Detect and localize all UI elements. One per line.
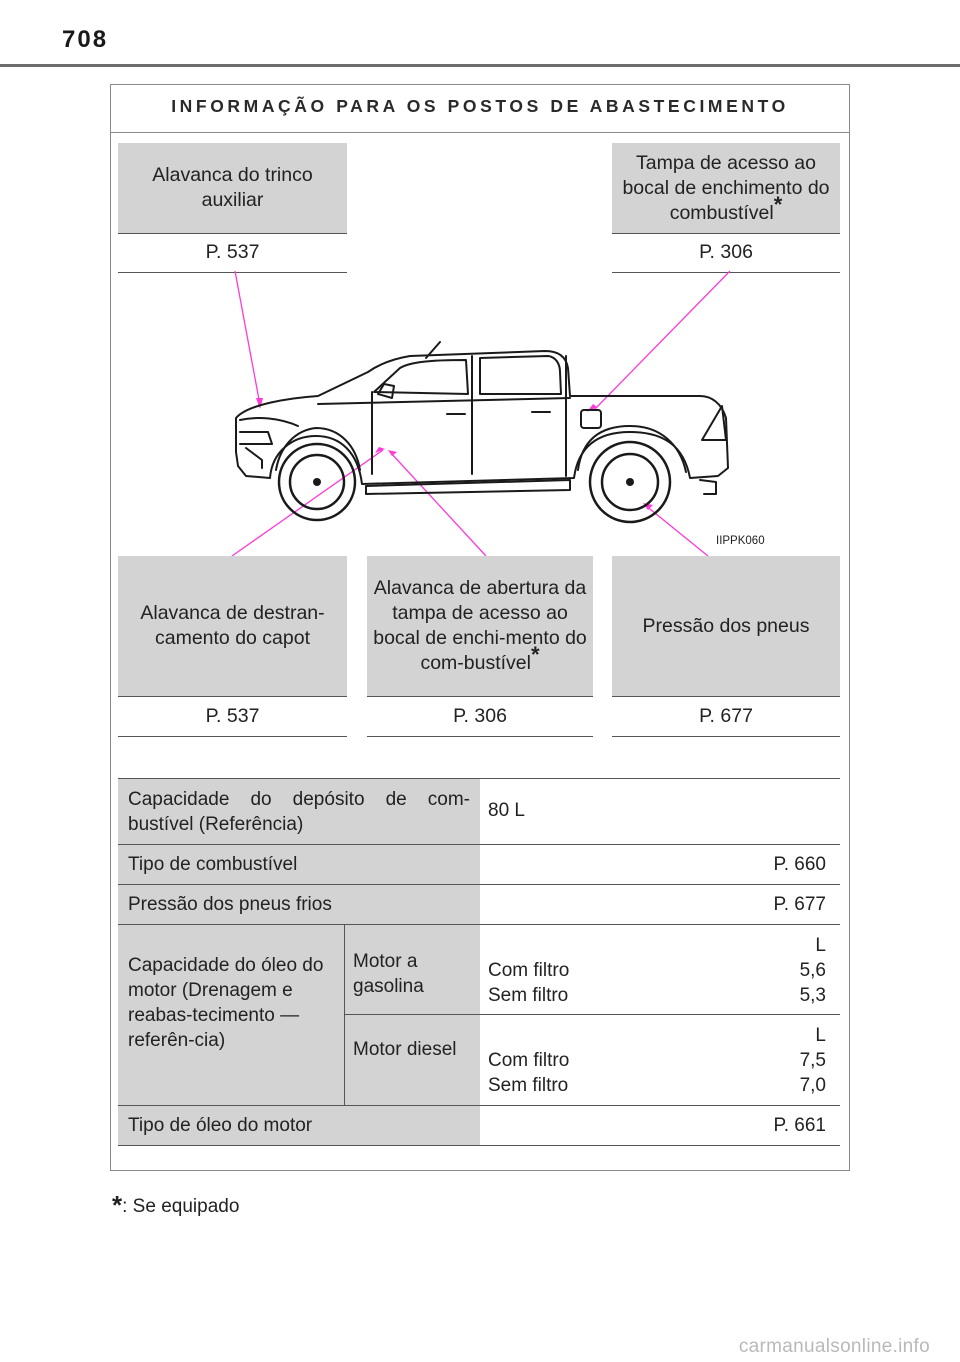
callout-fuel-door-opener-ref[interactable]: P. 306	[367, 697, 593, 737]
gasoline-oil-values	[488, 933, 826, 1008]
callout-fuel-door	[612, 143, 840, 234]
asterisk-mark: *	[530, 642, 540, 667]
callout-tire-pressure-label: Pressão dos pneus	[642, 614, 810, 637]
fuel-capacity-value: 80 L	[488, 800, 525, 821]
oil-type-label: Tipo de óleo do motor	[118, 1106, 480, 1145]
gasoline-with-filter-value: 5,6	[799, 960, 826, 981]
callout-tire-pressure	[612, 556, 840, 697]
diesel-with-filter-value: 7,5	[799, 1050, 826, 1071]
gasoline-engine-label: Motor a gasolina	[345, 925, 480, 1014]
diesel-oil-values	[488, 1023, 826, 1098]
footnote	[112, 1190, 239, 1221]
footnote-text: : Se equipado	[122, 1196, 240, 1217]
header-rule	[0, 64, 960, 67]
callout-fuel-door-opener-label: Alavanca de abertura da tampa de acesso ao bocal de enchi-mento do com-bustível	[373, 577, 587, 674]
callout-aux-latch-label: Alavanca do trinco auxiliar	[152, 164, 313, 211]
without-filter-label: Sem filtro	[488, 1075, 569, 1096]
callout-aux-latch-ref[interactable]: P. 537	[118, 233, 347, 273]
callout-aux-latch	[118, 143, 347, 234]
fuel-type-ref[interactable]: P. 660	[773, 854, 826, 875]
callout-fuel-door-opener	[367, 556, 593, 697]
callout-hood-release-label: Alavanca de destran-camento do capot	[140, 602, 325, 649]
gasoline-without-filter-value: 5,3	[799, 985, 826, 1006]
diesel-engine-label: Motor diesel	[345, 1015, 480, 1105]
oil-type-ref[interactable]: P. 661	[773, 1115, 826, 1136]
unit-liters: L	[815, 1025, 826, 1046]
cold-tire-pressure-ref[interactable]: P. 677	[773, 894, 826, 915]
with-filter-label: Com filtro	[488, 1050, 570, 1071]
figure-code: IIPPK060	[716, 535, 765, 547]
with-filter-label: Com filtro	[488, 960, 570, 981]
callout-hood-release-ref[interactable]: P. 537	[118, 697, 347, 737]
without-filter-label: Sem filtro	[488, 985, 569, 1006]
unit-liters: L	[815, 935, 826, 956]
section-title: INFORMAÇÃO PARA OS POSTOS DE ABASTECIMENTO	[111, 85, 849, 133]
fuel-capacity-label: Capacidade do depósito de com-bustível (Referência)	[118, 779, 480, 844]
callout-fuel-door-label: Tampa de acesso ao bocal de enchimento do combustível	[622, 151, 830, 224]
callout-fuel-door-ref[interactable]: P. 306	[612, 233, 840, 273]
callout-tire-pressure-ref[interactable]: P. 677	[612, 697, 840, 737]
footnote-asterisk: *	[112, 1190, 123, 1220]
oil-capacity-label: Capacidade do óleo do motor (Drenagem e reabas-tecimento — referên-cia)	[118, 925, 344, 1105]
asterisk-mark: *	[773, 191, 783, 217]
watermark: carmanualsonline.info	[738, 1336, 930, 1357]
capacity-spec-table	[118, 778, 840, 1145]
fuel-type-label: Tipo de combustível	[118, 845, 480, 884]
callout-hood-release	[118, 556, 347, 697]
page-number: 708	[62, 26, 109, 53]
cold-tire-pressure-label: Pressão dos pneus frios	[118, 885, 480, 924]
diesel-without-filter-value: 7,0	[799, 1075, 826, 1096]
